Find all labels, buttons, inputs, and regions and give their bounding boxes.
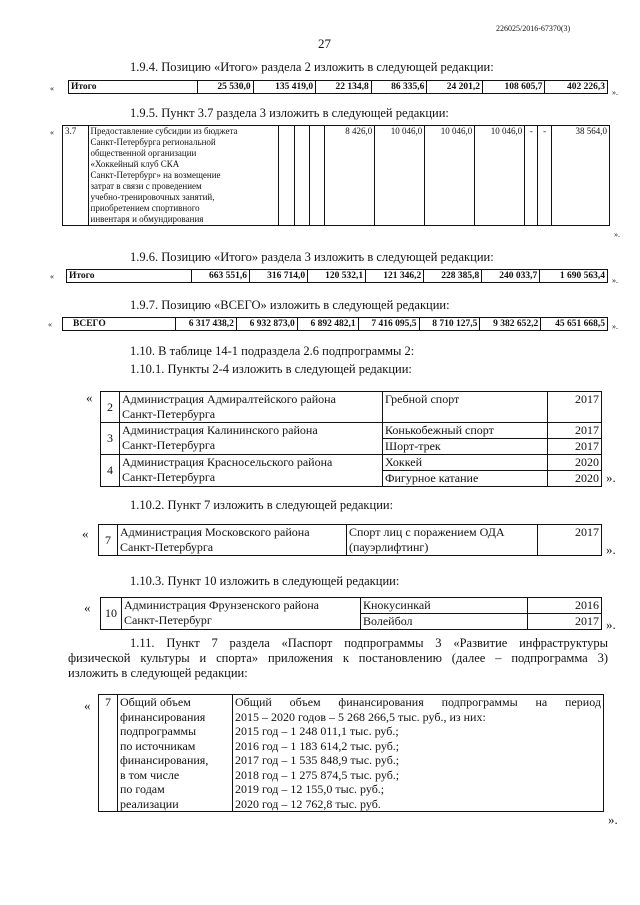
value-cell: 9 382 652,2 <box>480 318 541 331</box>
year-line: 2020 <box>575 471 599 485</box>
close-quote: ». <box>606 470 616 485</box>
sport-line: Кнокусинкай <box>361 598 527 614</box>
admin-cell <box>120 392 383 423</box>
value-cell: 45 651 668,5 <box>541 318 608 331</box>
close-quote: ». <box>608 812 618 827</box>
admin-line: Администрация Калининского района <box>122 423 318 437</box>
financing-label-cell <box>118 695 233 812</box>
paragraph-1-9-4: 1.9.4. Позицию «Итого» раздела 2 изложить в следующей редакции: <box>130 60 494 74</box>
paragraph-1-9-5: 1.9.5. Пункт 3.7 раздела 3 изложить в следующей редакции: <box>130 106 449 120</box>
value-cell: 120 532,1 <box>308 270 366 283</box>
admin-line: Санкт-Петербурга <box>120 540 214 554</box>
empty-cell <box>294 126 309 226</box>
value-cell: 316 714,0 <box>250 270 308 283</box>
sport-line: Хоккей <box>383 455 547 471</box>
table-row <box>63 318 608 331</box>
value-cell: 135 419,0 <box>253 81 316 94</box>
admin-line: Санкт-Петербурга <box>122 438 216 452</box>
value-line: 2015 – 2020 годов – 5 268 266,5 тыс. руб., из них: <box>235 709 486 724</box>
description-line: Санкт-Петербурга региональной <box>90 137 216 147</box>
year-cell <box>548 392 602 423</box>
value-cell: 8 710 127,5 <box>419 318 480 331</box>
sport-cell <box>383 455 548 487</box>
year-line: 2020 <box>548 455 601 471</box>
table-row <box>99 695 604 812</box>
table-row <box>67 270 608 283</box>
value-line: 2017 год – 1 535 848,9 тыс. руб.; <box>235 753 400 767</box>
row-number: 3.7 <box>63 126 89 226</box>
paragraph-1-9-7: 1.9.7. Позицию «ВСЕГО» изложить в следующей редакции: <box>130 298 450 312</box>
sport-line: Гребной спорт <box>385 392 460 406</box>
sport-line: (пауэрлифтинг) <box>349 540 429 554</box>
value-cell: 240 033,7 <box>482 270 540 283</box>
sport-cell <box>383 392 548 423</box>
year-line: 2016 <box>528 598 601 614</box>
admin-line: Администрация Московского района <box>120 525 310 539</box>
sport-line: Конькобежный спорт <box>383 423 547 439</box>
districts-table-item-10 <box>100 597 602 630</box>
value-cell: 6 892 482,1 <box>297 318 358 331</box>
table-row <box>101 423 602 455</box>
districts-table-item-7 <box>98 524 602 556</box>
row-number: 3 <box>101 423 120 455</box>
paragraph-line: физической культуры и спорта» приложения к постановлению (далее – подпрограмма 3) <box>68 651 608 665</box>
passport-item-7-table <box>98 694 604 812</box>
open-quote: « <box>84 698 91 713</box>
year-line: 2017 <box>548 423 601 439</box>
admin-cell <box>120 423 383 455</box>
label-line: в том числе <box>120 767 180 782</box>
row-number: 7 <box>99 695 118 812</box>
value-cell: - <box>525 126 538 226</box>
close-quote: ». <box>612 276 618 285</box>
admin-cell <box>120 455 383 487</box>
row-label: Итого <box>69 81 198 94</box>
label-line: Общий объем <box>120 695 191 709</box>
open-quote: « <box>50 84 54 93</box>
empty-cell <box>279 126 294 226</box>
admin-cell <box>118 525 347 556</box>
label-line: финансирования, <box>120 753 209 767</box>
total-section-3-table <box>66 269 608 283</box>
row-number: 2 <box>101 392 120 423</box>
paragraph-1-10-2: 1.10.2. Пункт 7 изложить в следующей редакции: <box>130 498 394 512</box>
close-quote: ». <box>612 322 618 331</box>
sport-cell <box>347 525 538 556</box>
paragraph-1-10-1: 1.10.1. Пункты 2-4 изложить в следующей редакции: <box>130 362 412 376</box>
table-row <box>101 455 602 487</box>
label-line: по годам <box>120 782 165 796</box>
close-quote: ». <box>612 88 618 97</box>
table-row <box>99 525 602 556</box>
grand-total-table <box>62 317 608 331</box>
value-line: 2018 год – 1 275 874,5 тыс. руб.; <box>235 767 400 782</box>
document-id: 226025/2016-67370(3) <box>496 24 571 33</box>
sport-line: Волейбол <box>363 614 413 628</box>
paragraph-line: 1.11. Пункт 7 раздела «Паспорт подпрограммы 3 «Развитие инфраструктуры <box>130 636 608 650</box>
row-label: Итого <box>67 270 192 283</box>
description-line: инвентаря и обмундирования <box>90 214 204 224</box>
value-cell: 121 346,2 <box>366 270 424 283</box>
total-section-2-table <box>68 80 608 94</box>
paragraph-1-9-6: 1.9.6. Позицию «Итого» раздела 3 изложить в следующей редакции: <box>130 250 494 264</box>
value-cell: 10 046,0 <box>475 126 525 226</box>
value-cell: 228 385,8 <box>424 270 482 283</box>
paragraph-1-11 <box>68 636 608 681</box>
value-cell: 8 426,0 <box>325 126 375 226</box>
financing-value-cell <box>233 695 604 812</box>
label-line: реализации <box>120 796 179 811</box>
row-number: 4 <box>101 455 120 487</box>
open-quote: « <box>50 128 54 137</box>
table-row <box>63 126 610 226</box>
value-line: 2016 год – 1 183 614,2 тыс. руб.; <box>235 738 400 753</box>
page-number: 27 <box>318 36 331 51</box>
paragraph-line: изложить в следующей редакции: <box>68 666 248 680</box>
admin-line: Администрация Красносельского района <box>122 455 333 469</box>
description-cell <box>88 126 279 226</box>
sport-line: Спорт лиц с поражением ОДА <box>349 525 505 539</box>
value-cell: 24 201,2 <box>427 81 483 94</box>
admin-line: Администрация Фрунзенского района <box>124 598 319 612</box>
value-line: 2020 год – 12 762,8 тыс. руб. <box>235 796 381 811</box>
row-number: 10 <box>101 598 122 630</box>
value-cell: 10 046,0 <box>375 126 425 226</box>
value-cell: 402 226,3 <box>545 81 608 94</box>
value-cell: 25 530,0 <box>198 81 254 94</box>
year-line: 2017 <box>575 392 599 406</box>
sport-cell <box>383 423 548 455</box>
open-quote: « <box>86 390 93 405</box>
value-cell: 6 932 873,0 <box>236 318 297 331</box>
close-quote: ». <box>606 617 616 632</box>
districts-table-items-2-4 <box>100 391 602 487</box>
sport-line: Фигурное катание <box>385 471 479 485</box>
value-cell: 108 605,7 <box>482 81 545 94</box>
description-line: Санкт-Петербург» на возмещение <box>90 170 221 180</box>
year-line: 2017 <box>575 614 599 628</box>
description-line: приобретением спортивного <box>90 203 200 213</box>
open-quote: « <box>48 320 52 329</box>
value-cell: 22 134,8 <box>316 81 372 94</box>
sport-line: Шорт-трек <box>385 439 441 453</box>
description-line: затрат в связи с проведением <box>90 181 202 191</box>
value-line: Общий объем финансирования подпрограммы на период <box>235 695 601 709</box>
year-cell <box>528 598 602 630</box>
value-cell: 38 564,0 <box>551 126 609 226</box>
open-quote: « <box>82 526 89 541</box>
value-cell: - <box>538 126 551 226</box>
row-number: 7 <box>99 525 118 556</box>
year-cell <box>548 455 602 487</box>
value-cell: 1 690 563,4 <box>540 270 608 283</box>
paragraph-1-10: 1.10. В таблице 14-1 подраздела 2.6 подпрограммы 2: <box>130 344 415 358</box>
value-cell: 663 551,6 <box>192 270 250 283</box>
admin-line: Санкт-Петербург <box>124 613 212 627</box>
row-label: ВСЕГО <box>63 318 176 331</box>
paragraph-1-10-3: 1.10.3. Пункт 10 изложить в следующей редакции: <box>130 574 400 588</box>
value-cell: 7 416 095,5 <box>358 318 419 331</box>
year-cell <box>548 423 602 455</box>
description-line: общественной организации <box>90 148 197 158</box>
year-line: 2017 <box>575 439 599 453</box>
open-quote: « <box>50 272 54 281</box>
item-3-7-table <box>62 125 610 226</box>
table-row <box>101 598 602 630</box>
sport-cell <box>361 598 528 630</box>
admin-cell <box>122 598 361 630</box>
open-quote: « <box>84 600 91 615</box>
value-cell: 10 046,0 <box>425 126 475 226</box>
admin-line: Администрация Адмиралтейского района <box>122 392 336 406</box>
close-quote: ». <box>606 542 616 557</box>
table-row <box>69 81 608 94</box>
label-line: подпрограммы <box>120 724 197 738</box>
empty-cell <box>309 126 324 226</box>
value-line: 2019 год – 12 155,0 тыс. руб.; <box>235 782 385 796</box>
admin-line: Санкт-Петербурга <box>122 407 216 421</box>
admin-line: Санкт-Петербурга <box>122 470 216 484</box>
description-line: «Хоккейный клуб СКА <box>90 159 180 169</box>
description-line: Предоставление субсидии из бюджета <box>90 126 238 136</box>
description-line: учебно-тренировочных занятий, <box>90 192 215 202</box>
label-line: по источникам <box>120 738 196 753</box>
close-quote: ». <box>614 230 620 239</box>
table-row <box>101 392 602 423</box>
value-line: 2015 год – 1 248 011,1 тыс. руб.; <box>235 724 399 738</box>
year-cell: 2017 <box>538 525 602 556</box>
label-line: финансирования <box>120 709 206 724</box>
value-cell: 86 335,6 <box>371 81 427 94</box>
value-cell: 6 317 438,2 <box>176 318 237 331</box>
